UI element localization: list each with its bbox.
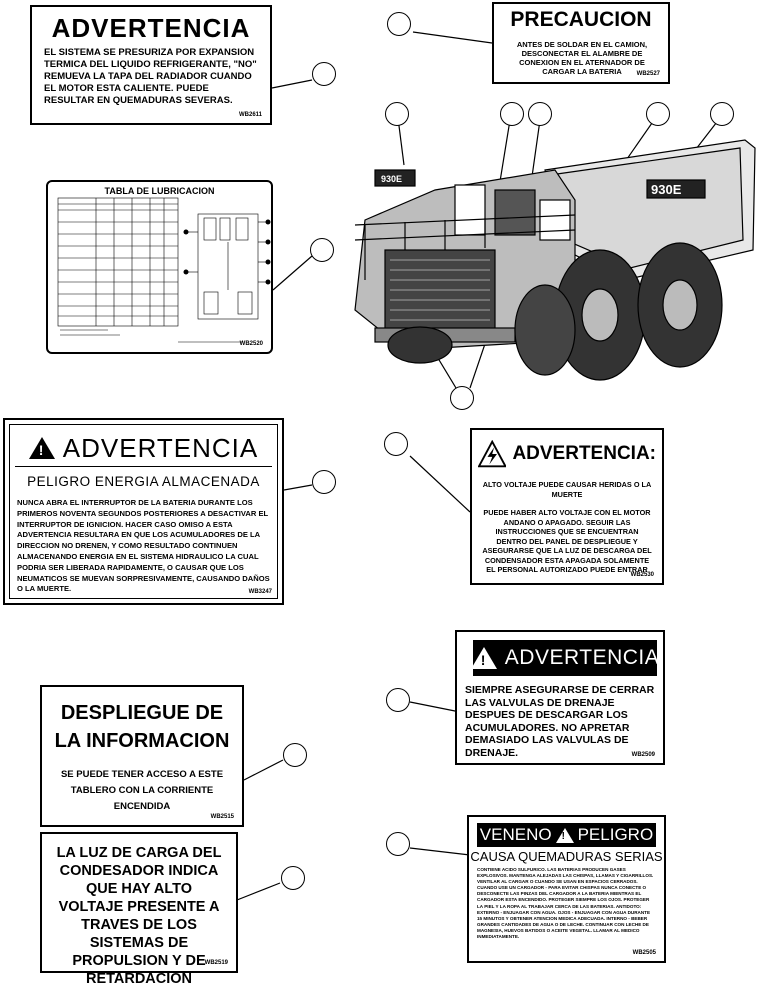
callout-circle	[384, 432, 408, 456]
decal-code: WB2505	[632, 950, 656, 956]
decal-veneno-peligro	[467, 815, 666, 963]
decal-advertencia-radiador	[30, 5, 272, 125]
decal-body: NUNCA ABRA EL INTERRUPTOR DE LA BATERIA DURANTE LOS PRIMEROS NOVENTA SEGUNDOS POSTERIORES A DESACTIVAR EL INTERRUPTOR DE IGNICION. HACER CASO OMISO A ESTA ADVERTENCIA RESULTARA EN QUE LOS ACUMULADORES DE LA DIRECCION NO DRENEN, Y COMO RESULTADO CONTINUEN ALMACENANDO ENERGIA EN EL SISTEMA HIDRAULICO LA CUAL PODRIA SER LIBERADA RAPIDAMENTE, O CAUSAR QUE LOS NEUMATICOS SE MUEVAN SORPRESIVAMENTE, CAUSANDO DAÑOS O LA MUERTE.	[17, 498, 270, 594]
decal-code: WB2527	[636, 71, 660, 77]
decal-title: ADVERTENCIA:	[512, 443, 656, 464]
leader-line	[413, 32, 492, 43]
decal-precaucion	[492, 2, 670, 84]
decal-title: PRECAUCION	[510, 8, 652, 31]
leader-line	[284, 485, 312, 490]
callout-circle	[386, 688, 410, 712]
callout-circle	[646, 102, 670, 126]
callout-circle	[528, 102, 552, 126]
truck-model-cab: 930E	[381, 174, 403, 184]
warning-triangle-icon: !	[29, 437, 55, 459]
callout-circle	[312, 62, 336, 86]
callout-circle	[281, 866, 305, 890]
decal-code: WB2611	[238, 112, 262, 118]
decal-body: SIEMPRE ASEGURARSE DE CERRAR LAS VALVULAS DE DRENAJE DESPUES DE DESCARGAR LOS ACUMULADORES. NO APRETAR DEMASIADO LAS VALVULAS DE DRENAJE.	[465, 684, 655, 759]
decal-title-left: VENENO	[479, 825, 552, 844]
decal-despliegue-informacion	[40, 685, 244, 827]
decal-body: LA LUZ DE CARGA DEL CONDESADOR INDICA QUE HAY ALTO VOLTAJE PRESENTE A TRAVES DE LOS SISTEMAS DE PROPULSION Y DE RETARDACION	[56, 845, 222, 987]
decal-advertencia-valvulas	[455, 630, 665, 765]
leader-line	[237, 883, 280, 900]
leader-line	[244, 760, 283, 780]
leader-line	[272, 80, 312, 88]
callout-circle	[386, 832, 410, 856]
decal-advertencia-voltaje	[470, 428, 664, 585]
decal-code: WB2509	[631, 752, 655, 758]
truck-model-body: 930E	[651, 182, 682, 197]
decal-code: WB3247	[248, 589, 272, 595]
decal-title-right: PELIGRO	[577, 825, 654, 844]
callout-circle	[385, 102, 409, 126]
truck-illustration	[345, 130, 765, 400]
decal-code: WB2519	[204, 960, 228, 966]
decal-body-2: PUEDE HABER ALTO VOLTAJE CON EL MOTOR ANDANO O APAGADO. SEGUIR LAS INSTRUCCIONES QUE SE ENCUENTRAN DENTRO DEL PANEL DE DESPLIEGUE Y ASEGURARSE QUE LA LUZ DE DESCARGA DEL CONDENSADOR ESTA APAGADA SOLAMENTE EL PERSONAL AUTORIZADO PUEDE ENTRAR	[482, 508, 652, 574]
warning-triangle-icon: !	[556, 828, 574, 843]
lubrication-chart-graphic	[48, 182, 275, 356]
callout-circle	[310, 238, 334, 262]
decal-header	[478, 436, 656, 472]
leader-line	[410, 848, 470, 855]
decal-title: DESPLIEGUE DE LA INFORMACION	[54, 702, 230, 752]
decal-body: ANTES DE SOLDAR EN EL CAMION, DESCONECTAR EL ALAMBRE DE CONEXION EN EL ATERNADOR DE CARGAR LA BATERIA	[516, 40, 648, 76]
leader-line	[410, 456, 470, 512]
decal-tabla-lubricacion	[46, 180, 273, 354]
decal-code: WB2515	[210, 814, 234, 820]
callout-circle	[710, 102, 734, 126]
decal-header	[15, 430, 272, 467]
decal-body: CONTIENE ACIDO SULFURICO. LAS BATERIAS PRODUCEN GASES EXPLOSIVOS. MANTENGA ALEJADAS LAS CHISPAS, LLAMAS Y CIGARRILLOS. VENTILAR AL CARGAR O CUANDO SE USAN EN ESPACIOS CERRADOS. CUANDO USE UN CARGADOR - PARA EVITAR CHISPAS NUNCA CONECTE O DESCONECTE LAS PINZAS DEL CARGADOR A LA BATERIA MIENTRAS EL CARGADOR ESTA ENCENDIDO. PROTEGER SIEMPRE LOS OJOS. PROTEGER LA PIEL Y LA ROPA AL TRABAJAR CERCA DE LAS BATERIAS. ANTIDOTO: EXTERNO - ENJUAGAR CON AGUA. OJOS - ENJUAGAR CON AGUA DURANTE 15 MINUTOS Y OBTENER ATENCION MEDICA ADECUADA. INTERNO - BEBER GRANDES CANTIDADES DE AGUA O DE LECHE. CONTINUAR CON LECHE DE MAGNESIA, HUEVOS BATIDOS O ACEITE VEGETAL. LLAMAR AL MEDICO INMEDIATAMENTE.	[477, 867, 654, 940]
decal-subtitle: PELIGRO ENERGIA ALMACENADA	[27, 474, 260, 489]
decal-code: WB2530	[630, 572, 654, 578]
decal-body: SE PUEDE TENER ACCESO A ESTE TABLERO CON LA CORRIENTE ENCENDIDA	[60, 769, 224, 812]
leader-line	[410, 702, 460, 712]
decal-title: ADVERTENCIA	[504, 646, 660, 669]
callout-circle	[500, 102, 524, 126]
decal-code: WB2520	[239, 341, 263, 347]
leader-line	[273, 256, 312, 290]
decal-header	[473, 640, 660, 676]
decal-luz-carga	[40, 832, 238, 987]
decal-title: TABLA DE LUBRICACION	[104, 186, 215, 196]
decal-body-1: ALTO VOLTAJE PUEDE CAUSAR HERIDAS O LA MUERTE	[482, 480, 652, 499]
lightning-bolt-icon	[478, 440, 506, 468]
decal-title: ADVERTENCIA	[51, 13, 251, 43]
decal-subtitle: CAUSA QUEMADURAS SERIAS	[470, 849, 663, 864]
warning-triangle-icon: !	[471, 647, 497, 669]
decal-title: ADVERTENCIA	[62, 432, 259, 463]
decal-advertencia-energia	[3, 418, 284, 605]
callout-circle	[312, 470, 336, 494]
decal-header	[477, 823, 656, 847]
decal-body: EL SISTEMA SE PRESURIZA POR EXPANSION TERMICA DEL LIQUIDO REFRIGERANTE, "NO" REMUEVA LA TAPA DEL RADIADOR CUANDO EL MOTOR ESTA CALIENTE. PUEDE RESULTAR EN QUEMADURAS SEVERAS.	[44, 47, 257, 106]
callout-circle	[387, 12, 411, 36]
callout-circle	[283, 743, 307, 767]
